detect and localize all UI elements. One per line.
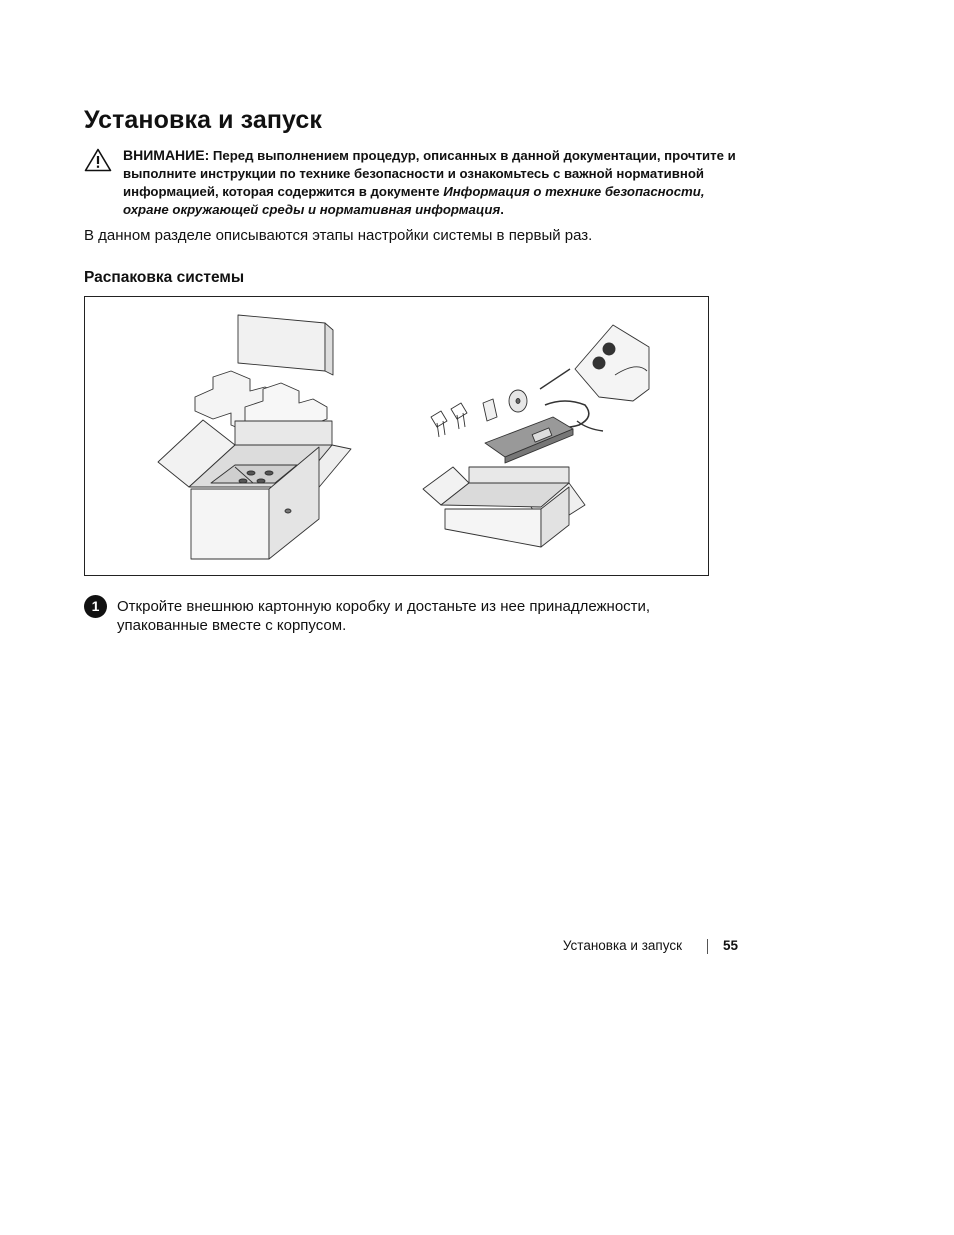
intro-paragraph: В данном разделе описываются этапы настройки системы в первый раз. — [84, 227, 593, 244]
caution-end: . — [500, 202, 504, 217]
step-number-badge: 1 — [84, 595, 107, 618]
section-heading: Распаковка системы — [84, 269, 245, 286]
accessory-box-drawing — [423, 325, 649, 547]
unpacking-figure — [84, 296, 709, 576]
footer-page-number: 55 — [723, 938, 739, 953]
step-text: Откройте внешнюю картонную коробку и достаньте из нее принадлежности, упакованные вместе с корпусом. — [117, 598, 651, 634]
caution-doc-title: Информация о технике безопасности, охране окружающей среды и нормативная информация — [123, 184, 705, 217]
page-footer — [0, 938, 954, 958]
footer-section-title: Установка и запуск — [562, 938, 682, 953]
large-box-drawing — [158, 315, 351, 559]
page-title: Установка и запуск — [84, 106, 323, 134]
warning-triangle-icon — [84, 148, 112, 172]
caution-label: ВНИМАНИЕ: — [123, 147, 210, 163]
caution-body: Перед выполнением процедур, описанных в данной документации, прочтите и выполните инструкции по технике безопасности и ознакомьтесь с важной нормативной информацией, которая содержится в документе — [123, 148, 736, 199]
footer-separator — [707, 939, 708, 954]
caution-text — [123, 146, 744, 219]
unpacking-illustration — [85, 297, 708, 575]
